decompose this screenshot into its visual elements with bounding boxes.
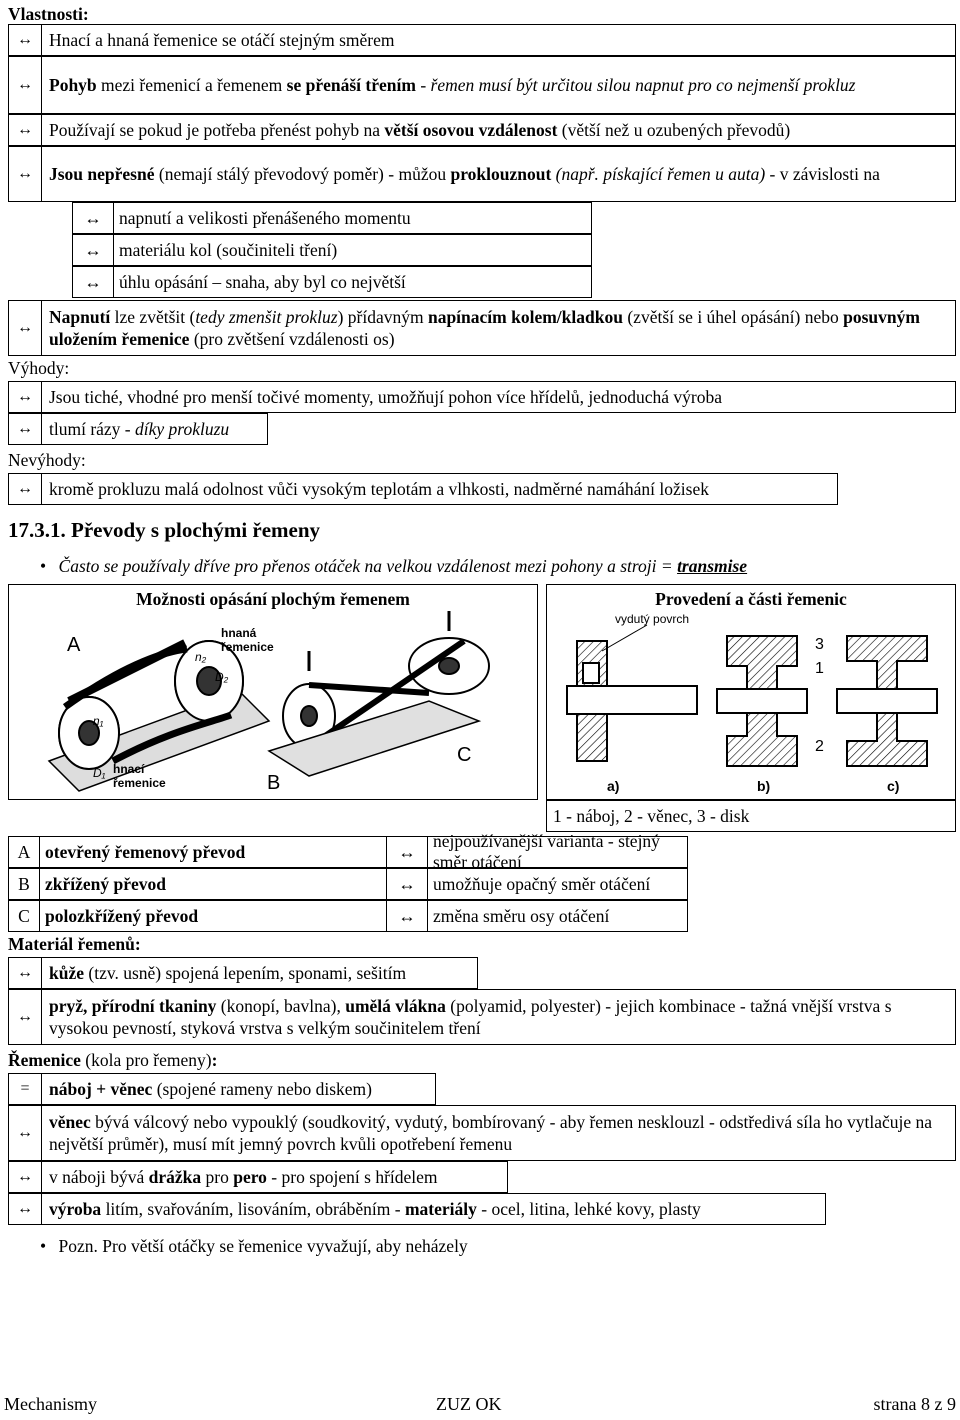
- svg-text:3: 3: [815, 636, 824, 653]
- list-item: [8, 146, 956, 202]
- pulley-sections-drawing: [547, 611, 955, 801]
- double-arrow-icon: ↔: [9, 25, 42, 55]
- sub-item-text: úhlu opásání – snaha, aby byl co největší: [119, 271, 406, 292]
- item-text: Napnutí lze zvětšit (tedy zmenšit prokluz) přídavným napínacím kolem/kladkou (zvětší se i úhel opásání) nebo posuvným uložením řemenice (pro zvětšení vzdálenosti os): [49, 307, 920, 349]
- double-arrow-icon: ↔: [9, 990, 42, 1044]
- double-arrow-icon: ↔: [73, 203, 114, 233]
- item-text: Jsou tiché, vhodné pro menší točivé momenty, umožňují pohon více hřídelů, jednoduchá výroba: [49, 387, 722, 407]
- figure-belt-wrapping: [8, 584, 538, 800]
- svg-text:n₂: n₂: [195, 650, 207, 664]
- label-a: A: [67, 634, 81, 656]
- svg-text:c): c): [887, 778, 900, 794]
- figure-pulley-parts: [546, 584, 956, 800]
- double-arrow-icon: ↔: [9, 958, 42, 988]
- double-arrow-icon: ↔: [9, 57, 42, 113]
- sub-item: [72, 234, 592, 266]
- item-text: výroba litím, svařováním, lisováním, obráběním - materiály - ocel, litina, lehké kovy, plasty: [49, 1199, 701, 1219]
- svg-text:řemenice: řemenice: [221, 640, 274, 654]
- double-arrow-icon: ↔: [9, 115, 42, 145]
- list-item: [8, 1193, 826, 1225]
- heading-material: Materiál řemenů:: [8, 934, 141, 954]
- table-row: A otevřený řemenový převod ↔ nejpoužívanější varianta - stejný směr otáčení: [8, 836, 688, 868]
- figure-title: Možnosti opásání plochým řemenem: [136, 589, 410, 609]
- footer-left: Mechanismy: [4, 1394, 97, 1414]
- table-row: C polozkřížený převod ↔ změna směru osy otáčení: [8, 900, 688, 932]
- list-item: [8, 300, 956, 356]
- sub-item-text: napnutí a velikosti přenášeného momentu: [119, 207, 411, 228]
- svg-text:2: 2: [815, 738, 824, 755]
- note: • Pozn. Pro větší otáčky se řemenice vyvažují, aby neházely: [40, 1236, 468, 1256]
- list-item: [8, 1105, 956, 1161]
- svg-text:D₁: D₁: [93, 766, 106, 780]
- svg-text:n₁: n₁: [93, 714, 104, 728]
- figure-caption: 1 - náboj, 2 - věnec, 3 - disk: [546, 800, 956, 832]
- heading-nevyhody: Nevýhody:: [8, 450, 86, 470]
- open-belt-drive: [49, 641, 269, 791]
- double-arrow-icon: ↔: [9, 147, 42, 201]
- item-text: kůže (tzv. usně) spojená lepením, sponami, sešitím: [49, 963, 407, 983]
- section-title: 17.3.1. Převody s plochými řemeny: [8, 518, 321, 542]
- pulley-section-b: [717, 636, 807, 766]
- double-arrow-icon: ↔: [387, 837, 428, 867]
- pulley-section-a: [567, 641, 697, 761]
- item-text: kromě prokluzu malá odolnost vůči vysokým teplotám a vlhkosti, nadměrné namáhání ložisek: [49, 479, 709, 499]
- double-arrow-icon: ↔: [9, 1162, 42, 1192]
- list-item: [8, 114, 956, 146]
- figure-title: Provedení a části řemenic: [655, 589, 847, 609]
- table-row: B zkřížený převod ↔ umožňuje opačný směr otáčení: [8, 868, 688, 900]
- double-arrow-icon: ↔: [9, 1106, 42, 1160]
- bullet-icon: •: [40, 556, 47, 576]
- item-text: Pohyb mezi řemenicí a řemenem se přenáší třením - řemen musí být určitou silou napnut pro co nejmenší prokluz: [49, 75, 856, 95]
- footer-page: strana 8 z 9: [873, 1394, 956, 1414]
- item-text: náboj + věnec (spojené rameny nebo diskem): [49, 1079, 372, 1099]
- list-item: [8, 413, 268, 445]
- heading-vyhody: Výhody:: [8, 358, 70, 378]
- list-item: [8, 473, 838, 505]
- svg-text:hnaná: hnaná: [221, 626, 257, 640]
- label-b: B: [267, 772, 281, 794]
- list-item: [8, 957, 478, 989]
- double-arrow-icon: ↔: [9, 301, 42, 355]
- double-arrow-icon: ↔: [9, 474, 42, 504]
- sub-item: [72, 266, 592, 298]
- item-text: Používají se pokud je potřeba přenést pohyb na větší osovou vzdálenost (větší než u ozubených převodů): [49, 120, 791, 140]
- list-item: [8, 989, 956, 1045]
- bullet-icon: •: [40, 1236, 47, 1256]
- svg-text:hnací: hnací: [113, 762, 145, 776]
- item-text: tlumí rázy - díky prokluzu: [49, 419, 230, 439]
- svg-text:řemenice: řemenice: [113, 776, 166, 790]
- double-arrow-icon: ↔: [387, 869, 428, 899]
- list-item: [8, 1161, 508, 1193]
- double-arrow-icon: ↔: [9, 414, 42, 444]
- list-item: [8, 56, 956, 114]
- label-surface: vydutý povrch: [615, 612, 690, 626]
- svg-text:1: 1: [815, 660, 824, 677]
- list-item: [8, 1073, 436, 1105]
- item-text: věnec bývá válcový nebo vypouklý (soudkovitý, vydutý, bombírovaný - aby řemen nesklouzl - odstředivá síla ho vytlačuje na největší průměr), musí mít jemný povrch kvůli opotřebení řemenu: [49, 1112, 933, 1154]
- sub-item-text: materiálu kol (součiniteli tření): [119, 239, 338, 260]
- double-arrow-icon: ↔: [9, 382, 42, 412]
- label-c: C: [457, 744, 472, 766]
- sub-item: [72, 202, 592, 234]
- item-text: Jsou nepřesné (nemají stálý převodový poměr) - můžou proklouznout (např. pískající řemen u auta) - v závislosti na: [49, 164, 880, 184]
- double-arrow-icon: ↔: [387, 901, 428, 931]
- list-item: [8, 24, 956, 56]
- double-arrow-icon: ↔: [9, 1194, 42, 1224]
- pulley-section-c: [837, 636, 937, 766]
- item-text: v náboji bývá drážka pro pero - pro spojení s hřídelem: [49, 1167, 438, 1187]
- equals-icon: =: [9, 1074, 42, 1104]
- footer-center: ZUZ OK: [436, 1394, 502, 1414]
- item-text: pryž, přírodní tkaniny (konopí, bavlna), umělá vlákna (polyamid, polyester) - jejich kombinace - tažná vnější vrstva s vysokou pevností, styková vrstva s velkým součinitelem tření: [49, 996, 892, 1038]
- bullet-item: • Často se používaly dříve pro přenos otáček na velkou vzdálenost mezi pohony a stroji = transmise: [40, 556, 748, 576]
- svg-text:b): b): [757, 778, 771, 794]
- double-arrow-icon: ↔: [73, 235, 114, 265]
- double-arrow-icon: ↔: [73, 267, 114, 297]
- crossed-belt-drive: [269, 611, 489, 776]
- heading-remenice: Řemenice (kola pro řemeny):: [8, 1050, 218, 1070]
- item-text: Hnací a hnaná řemenice se otáčí stejným směrem: [49, 30, 395, 50]
- svg-text:D₂: D₂: [215, 670, 229, 684]
- list-item: [8, 381, 956, 413]
- belt-drive-drawing: [9, 611, 537, 801]
- svg-text:a): a): [607, 778, 620, 794]
- heading-vlastnosti: Vlastnosti:: [8, 4, 89, 24]
